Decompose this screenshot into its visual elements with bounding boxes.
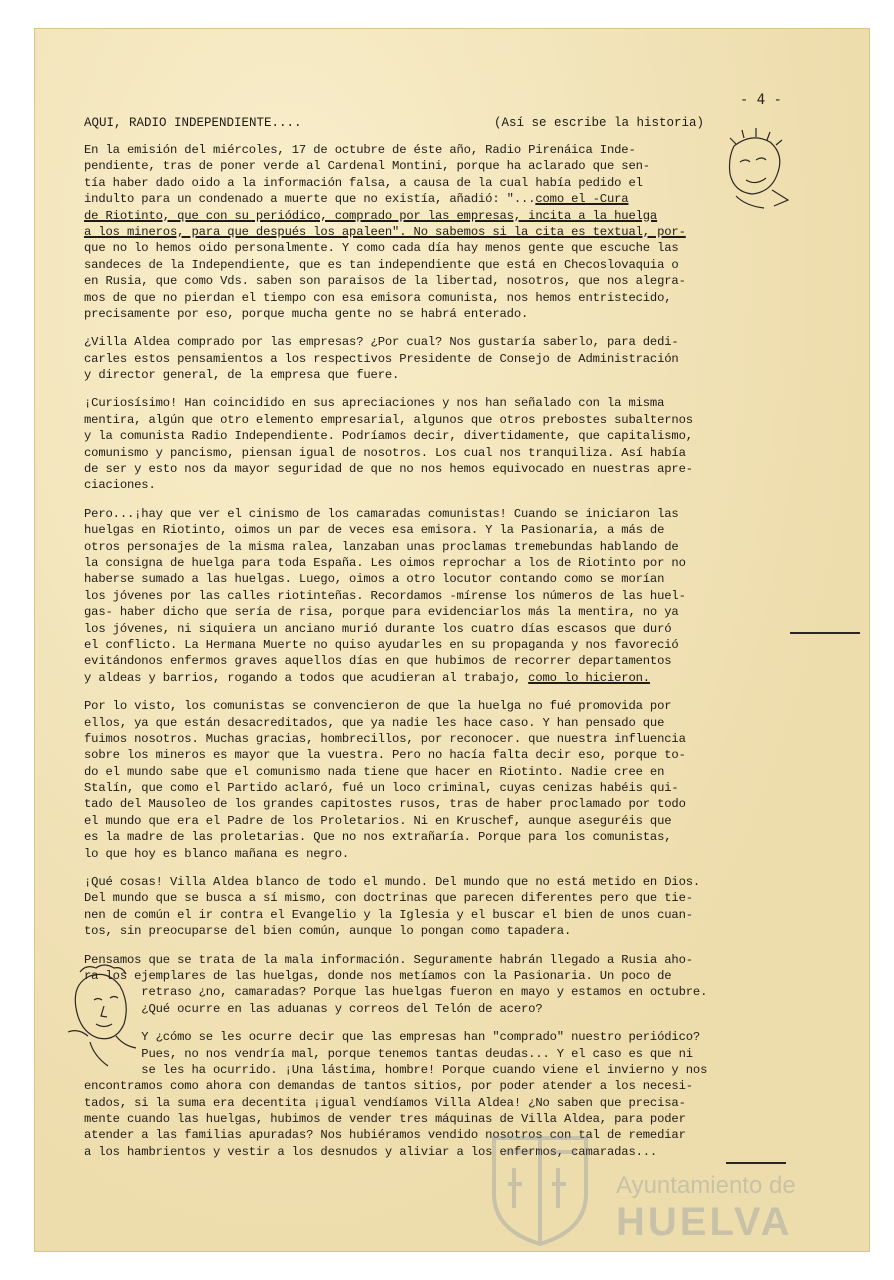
text-line: do el mundo sabe que el comunismo nada tiene que hacer en Riotinto. Nadie cree en xyxy=(84,764,665,779)
text-line: precisamente por eso, porque mucha gente no se habrá enterado. xyxy=(84,306,529,321)
underlined-phrase: como lo hicieron. xyxy=(528,670,650,685)
text-line: de ser y esto nos da mayor seguridad de que no nos hemos equivocado en nuestras apre- xyxy=(84,462,693,477)
text-line: atender a las familias apuradas? Nos hubiéramos vendido nosotros con tal de remediar xyxy=(84,1128,686,1143)
text-line: tos, sin preocuparse del bien común, aunque lo pongan como tapadera. xyxy=(84,924,572,939)
text-line: Pensamos que se trata de la mala información. Seguramente habrán llegado a Rusia aho- xyxy=(84,952,693,967)
text-line: ra los ejemplares de las huelgas, donde nos metíamos con la Pasionaria. Un poco de xyxy=(84,968,672,983)
text-line: ciaciones. xyxy=(84,478,156,493)
text-line: gas- haber dicho que sería de risa, porque para evidenciarlos más la mentira, no ya xyxy=(84,605,679,620)
text-line: ¿Qué ocurre en las aduanas y correos del Telón de acero? xyxy=(84,1001,543,1016)
text-line: ellos, ya que están desacreditados, que ya nadie les hace caso. Y han pensado que xyxy=(84,715,665,730)
heading-title: AQUI, RADIO INDEPENDIENTE.... xyxy=(84,116,302,130)
text-line: pendiente, tras de poner verde al Cardenal Montini, porque ha aclarado que sen- xyxy=(84,159,650,174)
page-number: - 4 - xyxy=(739,92,782,108)
text-line: mente cuando las huelgas, hubimos de vender tres máquinas de Villa Aldea, para poder xyxy=(84,1112,686,1127)
text-line: Pero...¡hay que ver el cinismo de los camaradas comunistas! Cuando se iniciaron las xyxy=(84,506,679,521)
text-line: el conflicto. La Hermana Muerte no quiso ayudarles en su propaganda y nos favoreció xyxy=(84,637,679,652)
text-line: huelgas en Riotinto, oimos un par de veces esa emisora. Y la Pasionaria, a más de xyxy=(84,523,665,538)
text-line: sobre los mineros es mayor que la vuestra. Pero no hacía falta decir eso, porque to- xyxy=(84,748,686,763)
text-line: Del mundo que se busca a sí mismo, con doctrinas que parecen diferentes pero que tie- xyxy=(84,891,693,906)
text-line: sandeces de la Independiente, que es tan independiente que está en Checoslovaquia o xyxy=(84,257,679,272)
paragraph xyxy=(84,395,776,493)
text-line: indulto para un condenado a muerte que no existía, añadió: "...como el -Cura xyxy=(84,192,629,207)
heading-subtitle: (Así se escribe la historia) xyxy=(493,116,704,130)
underlined-phrase: como el -Cura xyxy=(535,192,629,207)
text-line: se les ha ocurrido. ¡Una lástima, hombre! Porque cuando viene el invierno y nos xyxy=(84,1062,708,1077)
text-line: Pues, no nos vendría mal, porque tenemos tantas deudas... Y el caso es que ni xyxy=(84,1046,693,1061)
text-line: el mundo que era el Padre de los Proletarios. Ni en Kruschef, aunque aseguréis que xyxy=(84,813,672,828)
text-line: Stalín, que como el Partido aclaró, fué un loco criminal, cuyas cenizas habéis qui- xyxy=(84,781,679,796)
huelva-shield-icon xyxy=(484,1128,596,1248)
text-line: tados, si la suma era decentita ¡igual vendíamos Villa Aldea! ¿No saben que precisa- xyxy=(84,1095,686,1110)
paragraph xyxy=(84,874,776,940)
document-heading xyxy=(84,116,704,130)
text-line: carles estos pensamientos a los respectivos Presidente de Consejo de Administración xyxy=(84,351,679,366)
text-line: ¿Villa Aldea comprado por las empresas? ¿Por cual? Nos gustaría saberlo, para dedi- xyxy=(84,335,679,350)
doodle-left-face-icon xyxy=(60,962,148,1074)
text-line: que no lo hemos oido personalmente. Y como cada día hay menos gente que escuche las xyxy=(84,241,679,256)
paragraph xyxy=(84,506,776,686)
paragraph xyxy=(84,142,776,322)
text-line: y la comunista Radio Independiente. Podríamos decir, divertidamente, que capitalismo, xyxy=(84,429,693,444)
text-line: los jóvenes por las calles riotinteñas. Recordamos -mírense los números de las huel- xyxy=(84,588,686,603)
paragraph xyxy=(84,334,776,383)
text-line: lo que hoy es blanco mañana es negro. xyxy=(84,846,350,861)
doodle-top-right-icon xyxy=(722,126,792,218)
margin-mark xyxy=(790,632,860,634)
paragraph xyxy=(84,698,776,862)
watermark-line1: Ayuntamiento de xyxy=(616,1172,796,1199)
text-line: mentira, algún que otro elemento empresarial, algunos que otros prebostes subalternos xyxy=(84,412,693,427)
text-line: Por lo visto, los comunistas se convencieron de que la huelga no fué promovida por xyxy=(84,699,672,714)
text-line: en Rusia, que como Vds. saben son paraisos de la libertad, nosotros, que nos alegra- xyxy=(84,274,686,289)
text-line: En la emisión del miércoles, 17 de octubre de éste año, Radio Pirenáica Inde- xyxy=(84,143,636,157)
text-line: y director general, de la empresa que fuere. xyxy=(84,368,400,383)
text-line: de Riotinto, que con su periódico, comprado por las empresas, incita a la huelga xyxy=(84,208,658,223)
text-line: retraso ¿no, camaradas? Porque las huelgas fueron en mayo y estamos en octubre. xyxy=(84,985,708,1000)
text-line: los jóvenes, ni siquiera un anciano murió durante los cuatro días escasos que duró xyxy=(84,621,672,636)
document-body xyxy=(84,142,776,1172)
text-line: y aldeas y barrios, rogando a todos que acudieran al trabajo, como lo hicieron. xyxy=(84,670,650,685)
text-line: nen de común el ir contra el Evangelio y la Iglesia y el buscar el bien de unos cuan- xyxy=(84,907,693,922)
text-line: haberse sumado a las huelgas. Luego, oimos a otro locutor contando como se morían xyxy=(84,572,665,587)
text-line: encontramos como ahora con demandas de tantos sitios, por poder atender a los necesi- xyxy=(84,1079,693,1094)
text-line: Y ¿cómo se les ocurre decir que las empresas han "comprado" nuestro periódico? xyxy=(84,1030,701,1045)
text-line: tía haber dado oido a la información falsa, a causa de la cual había pedido el xyxy=(84,175,643,190)
text-line: evitándonos enfermos graves aquellos días en que hubimos de recorrer departamentos xyxy=(84,654,672,669)
text-line: mos de que no pierdan el tiempo con esa emisora comunista, nos hemos entristecido, xyxy=(84,290,672,305)
text-line: comunismo y pancismo, piensan igual de nosotros. Los cual nos tranquiliza. Así había xyxy=(84,445,686,460)
text-line: tado del Mausoleo de los grandes capitostes rusos, tras de haber proclamado por todo xyxy=(84,797,686,812)
text-line: ¡Qué cosas! Villa Aldea blanco de todo el mundo. Del mundo que no está metido en Dios. xyxy=(84,875,701,890)
text-line: ¡Curiosísimo! Han coincidido en sus apreciaciones y nos han señalado con la misma xyxy=(84,396,665,411)
text-line: a los mineros, para que después los apaleen". No sabemos si la cita es textual, por- xyxy=(84,224,686,239)
watermark xyxy=(484,1128,814,1248)
paragraph xyxy=(84,952,776,1018)
text-line: a los hambrientos y vestir a los desnudos y aliviar a los enfermos, camaradas... xyxy=(84,1144,658,1159)
watermark-line2: HUELVA xyxy=(616,1200,793,1244)
text-line: otros personajes de la misma ralea, lanzaban unas proclamas tremebundas hablando de xyxy=(84,539,679,554)
text-line: fuimos nosotros. Muchas gracias, hombrecillos, por reconocer. que nuestra influencia xyxy=(84,731,686,746)
text-line: es la madre de las proletarias. Que no nos extrañaría. Porque para los comunistas, xyxy=(84,830,672,845)
text-line: la consigna de huelga para toda España. Les oimos reprochar a los de Riotinto por no xyxy=(84,555,686,570)
